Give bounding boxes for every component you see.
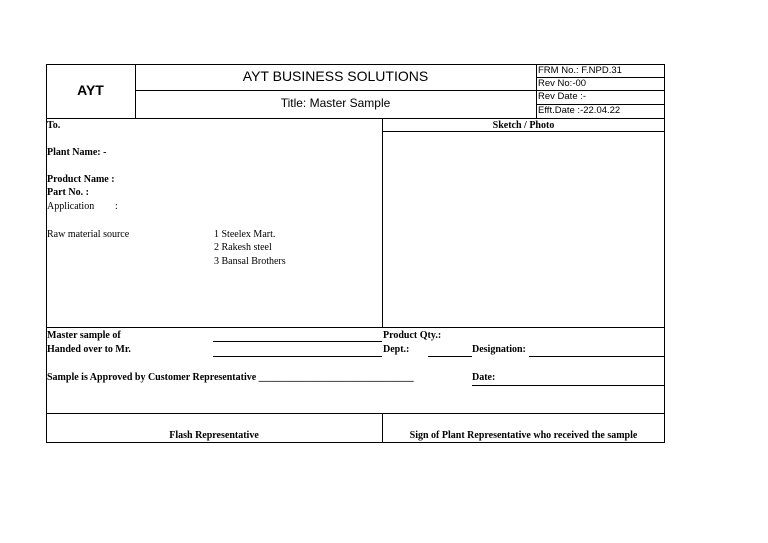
frm-no: FRM No.: F.NPD.31 xyxy=(538,65,622,76)
handed-over-label: Handed over to Mr. xyxy=(47,344,131,355)
application-label: Application xyxy=(47,201,95,212)
company-logo: AYT xyxy=(77,82,104,98)
border-right xyxy=(664,64,665,443)
sketch-photo-header: Sketch / Photo xyxy=(492,120,555,131)
handed-over-underline xyxy=(213,356,382,357)
signature-row-rule xyxy=(46,413,665,414)
raw-material-item: 3 Bansal Brothers xyxy=(214,256,286,267)
header-bottom-rule xyxy=(46,118,665,119)
dept-underline xyxy=(428,356,472,357)
body-bottom-rule xyxy=(46,327,665,328)
to-label: To. xyxy=(47,120,61,131)
raw-material-item: 1 Steelex Mart. xyxy=(214,229,276,240)
page-title: Title: Master Sample xyxy=(280,96,391,110)
eff-date: Efft.Date :-22.04.22 xyxy=(538,105,621,116)
body-divider xyxy=(382,118,383,328)
raw-material-label: Raw material source xyxy=(47,229,130,240)
rev-no: Rev No:-00 xyxy=(538,78,587,89)
product-name-label: Product Name : xyxy=(47,174,115,185)
master-sample-label: Master sample of xyxy=(47,330,121,341)
raw-material-item: 2 Rakesh steel xyxy=(214,242,272,253)
application-colon: : xyxy=(115,201,118,212)
rev-date: Rev Date :- xyxy=(538,91,587,102)
master-sample-underline xyxy=(213,341,382,342)
product-qty-label: Product Qty.: xyxy=(383,330,442,341)
approved-label: Sample is Approved by Customer Representative _______________________________ xyxy=(47,372,414,383)
company-name: AYT BUSINESS SOLUTIONS xyxy=(242,68,429,84)
border-bottom xyxy=(46,442,665,443)
sketch-header-rule xyxy=(382,131,664,132)
date-underline xyxy=(472,385,664,386)
header-title-rule xyxy=(135,90,536,91)
flash-representative-label: Flash Representative xyxy=(169,430,259,441)
plant-name-label: Plant Name: - xyxy=(47,147,107,158)
dept-label: Dept.: xyxy=(383,344,410,355)
date-label: Date: xyxy=(472,372,496,383)
part-no-label: Part No. : xyxy=(47,187,89,198)
header-divider-right xyxy=(536,64,537,119)
plant-representative-label: Sign of Plant Representative who received the sample xyxy=(409,430,638,441)
designation-label: Designation: xyxy=(472,344,526,355)
designation-underline xyxy=(529,356,664,357)
